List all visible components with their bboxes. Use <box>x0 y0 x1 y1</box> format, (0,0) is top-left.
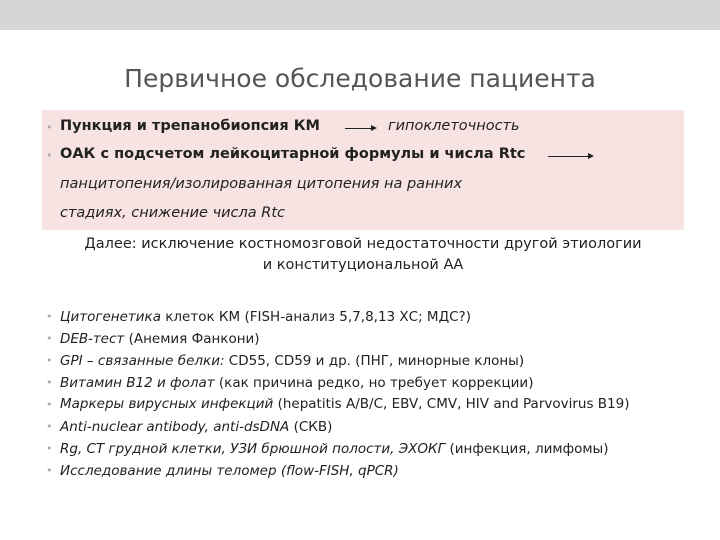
item2-result-line1: панцитопения/изолированная цитопения на ранних <box>60 176 463 192</box>
slide-title: Первичное обследование пациента <box>124 64 596 93</box>
bullet-dot: • <box>46 442 53 455</box>
item2-text: ОАК с подсчетом лейкоцитарной формулы и числа Rtc <box>60 146 526 162</box>
item2-result-line2: стадиях, снижение числа Rtc <box>60 205 286 221</box>
list-item: • Исследование длины теломер (flow-FISH, qPCR) <box>46 460 686 482</box>
bullet-dot: • <box>46 464 53 477</box>
arrow-icon <box>345 128 375 129</box>
bullet-dot: • <box>46 332 53 345</box>
list-item: • Маркеры вирусных инфекций (hepatitis A/B/C, EBV, CMV, HIV and Parvovirus B19) <box>46 396 630 412</box>
bullet-dot: • <box>46 310 53 323</box>
arrow-icon <box>548 156 592 157</box>
bullet-dot: • <box>46 149 53 162</box>
list-item: • Anti-nuclear antibody, anti-dsDNA (СКВ) <box>46 416 686 438</box>
list-item: • Rg, CT грудной клетки, УЗИ брюшной полости, ЭХОКГ (инфекция, лимфомы) <box>46 438 686 460</box>
list-item: • DEB-тест (Анемия Фанкони) <box>46 328 686 350</box>
list-item: • Цитогенетика клеток КМ (FISH-анализ 5,7,8,13 ХС; МДС?) <box>46 306 686 328</box>
bullet-dot: • <box>46 420 53 433</box>
item1-result: гипоклеточность <box>388 118 520 134</box>
top-band <box>0 0 720 30</box>
list-item: • Витамин В12 и фолат (как причина редко, но требует коррекции) <box>46 372 686 394</box>
bullet-dot: • <box>46 354 53 367</box>
further-line1: Далее: исключение костномозговой недостаточности другой этиологии <box>84 236 642 252</box>
bullet-dot: • <box>46 121 53 134</box>
bullet-dot: • <box>46 398 53 411</box>
bullet-dot: • <box>46 376 53 389</box>
further-line2: и конституциональной АА <box>262 257 464 273</box>
list-item: • GPI – связанные белки: CD55, CD59 и др. (ПНГ, минорные клоны) <box>46 350 686 372</box>
item1-text: Пункция и трепанобиопсия КМ <box>60 118 320 134</box>
investigation-list <box>46 306 686 482</box>
